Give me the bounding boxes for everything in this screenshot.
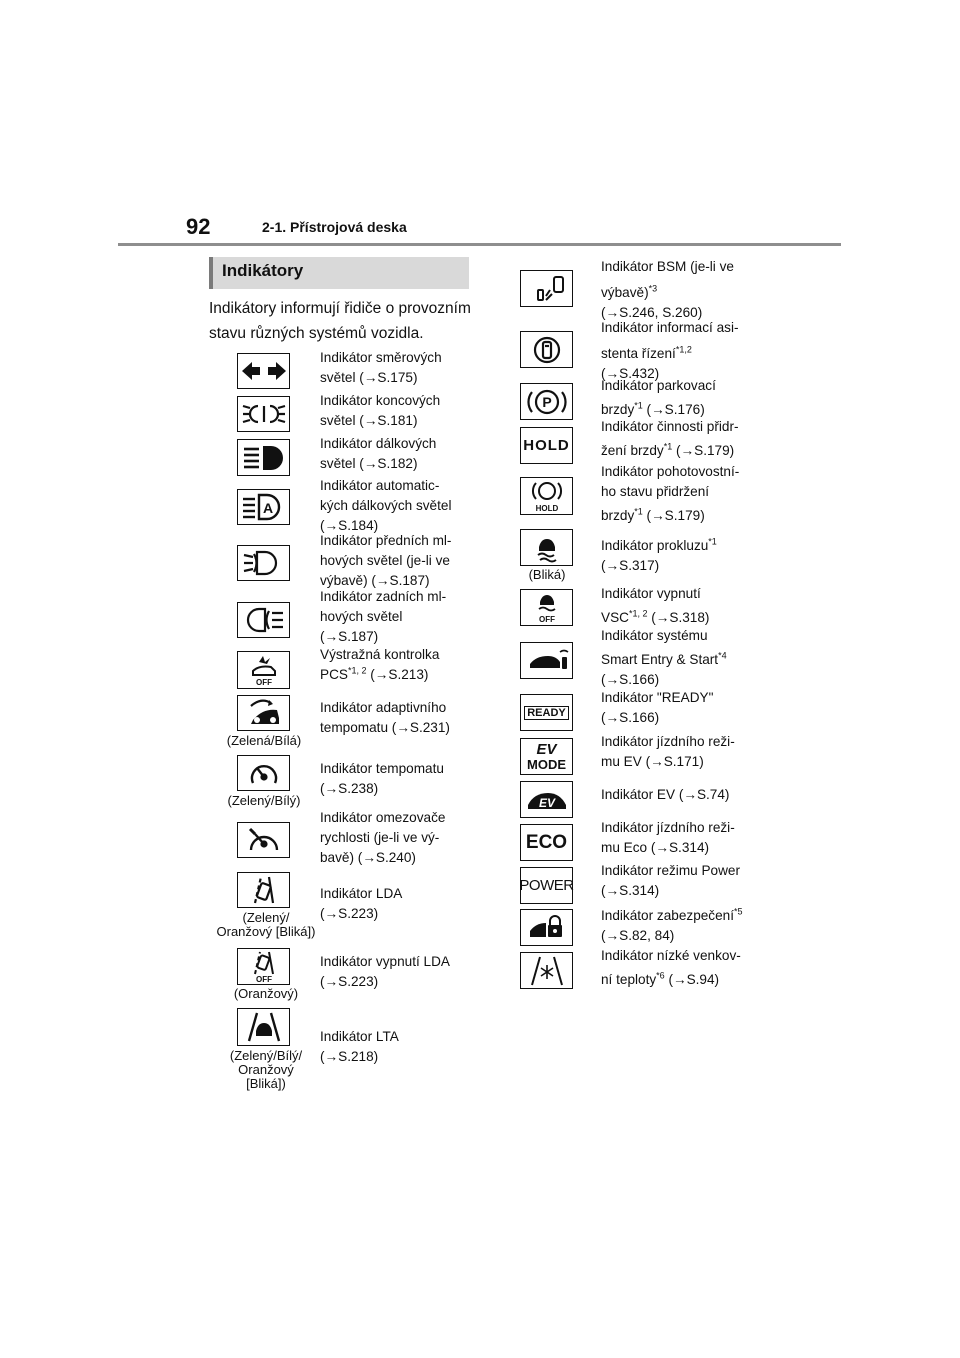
auto-high-beam-icon <box>237 489 290 525</box>
lta-description: Indikátor LTA (→S.218) <box>320 1029 399 1064</box>
ready-label: READY <box>524 706 569 720</box>
auto-high-beam-description: Indikátor automatic- kých dálkových světel (→S.184) <box>320 478 452 533</box>
parking-brake-icon <box>520 383 573 420</box>
front-fog-description: Indikátor předních ml- hových světel (je-li ve výbavě) (→S.187) <box>320 533 452 588</box>
section-title: Indikátory <box>222 261 304 280</box>
ev-mode-icon: EV MODE <box>520 738 573 775</box>
cruise-description: Indikátor tempomatu (→S.238) <box>320 761 444 796</box>
lta-caption: (Zelený/Bílý/ Oranžový [Bliká]) <box>229 1048 303 1091</box>
chapter-title: 2-1. Přístrojová deska <box>262 219 407 235</box>
ev-icon <box>520 781 573 818</box>
ready-description: Indikátor "READY" (→S.166) <box>601 690 714 725</box>
turn-arrows-icon <box>237 353 290 389</box>
steering-assist-description: Indikátor informací asi- stenta řízení$^{*1,2}$ (→S.432) <box>601 320 739 381</box>
security-icon <box>520 909 573 946</box>
bsm-icon <box>520 270 573 307</box>
ev-description: Indikátor EV (→S.74) <box>601 787 730 802</box>
page-number: 92 <box>186 214 211 239</box>
ev-mode-description: Indikátor jízdního reži- mu EV (→S.171) <box>601 734 735 769</box>
front-fog-icon <box>237 545 290 581</box>
vsc-off-description: Indikátor vypnutí VSC$^{*1, 2}$ (→S.318) <box>601 586 710 625</box>
svg-text:HOLD: HOLD <box>535 504 558 513</box>
section-intro: Indikátory informují řidiče o provozním stavu různých systémů vozidla. <box>209 300 471 342</box>
cruise-caption: (Zelený/Bílý) <box>227 793 301 808</box>
rear-fog-icon <box>237 602 290 638</box>
speed-limiter-icon <box>237 822 290 858</box>
power-description: Indikátor režimu Power (→S.314) <box>601 863 741 898</box>
eco-description: Indikátor jízdního reži- mu Eco (→S.314) <box>601 820 735 855</box>
lda-off-label: OFF <box>255 974 272 984</box>
hold-icon: HOLD <box>520 427 573 464</box>
acc-caption: (Zelená/Bílá) <box>226 733 302 748</box>
svg-text:P: P <box>541 393 552 410</box>
lda-off-icon <box>237 948 290 985</box>
eco-icon: ECO <box>520 824 573 861</box>
pcs-off-label: OFF <box>255 678 272 687</box>
svg-text:EV: EV <box>538 795 555 810</box>
acc-description: Indikátor adaptivního tempomatu (→S.231) <box>320 700 450 735</box>
lda-off-description: Indikátor vypnutí LDA (→S.223) <box>320 954 450 989</box>
lda-off-caption: (Oranžový) <box>233 986 299 1001</box>
acc-icon <box>237 695 290 731</box>
high-beam-icon <box>237 439 290 476</box>
lda-icon <box>237 872 290 908</box>
ready-icon <box>520 694 573 731</box>
low-temp-icon <box>520 952 573 989</box>
svg-text:A: A <box>262 500 273 516</box>
high-beam-description: Indikátor dálkových světel (→S.182) <box>320 436 437 471</box>
tail-lights-icon <box>237 396 290 432</box>
hold-description: Indikátor činnosti přidr- žení brzdy$^{*1}$ (→S.179) <box>601 419 739 458</box>
tail-lights-description: Indikátor koncových světel (→S.181) <box>320 393 441 428</box>
lda-caption: (Zelený/ Oranžový [Bliká]) <box>216 910 316 939</box>
pcs-description: Výstražná kontrolka PCS$^{*1, 2}$ (→S.213) <box>320 647 440 682</box>
steering-assist-icon <box>520 331 573 368</box>
speed-limiter-description: Indikátor omezovače rychlosti (je-li ve vý- bavě) (→S.240) <box>320 810 446 865</box>
brake-hold-standby-icon <box>520 477 573 515</box>
header-divider <box>118 243 841 246</box>
smart-entry-description: Indikátor systému Smart Entry & Start$^{*4}$ (→S.166) <box>601 628 727 687</box>
turn-signal-description: Indikátor směrových světel (→S.175) <box>320 350 442 385</box>
pcs-off-icon <box>237 651 290 689</box>
vsc-off-icon <box>520 589 573 626</box>
slip-caption: (Bliká) <box>528 567 566 582</box>
smart-entry-icon <box>520 642 573 679</box>
security-description: Indikátor zabezpečení$^{*5}$ (→S.82, 84) <box>601 906 743 943</box>
low-temp-description: Indikátor nízké venkov- ní teploty$^{*6}$ (→S.94) <box>601 948 741 987</box>
brake-hold-standby-description: Indikátor pohotovostní- ho stavu přidržení brzdy$^{*1}$ (→S.179) <box>601 464 740 523</box>
rear-fog-description: Indikátor zadních ml- hových světel (→S.187) <box>320 589 447 644</box>
cruise-icon <box>237 755 290 791</box>
slip-icon <box>520 529 573 566</box>
parking-brake-description: Indikátor parkovací brzdy$^{*1}$ (→S.176) <box>601 378 716 417</box>
power-icon: POWER <box>520 867 573 904</box>
slip-description: Indikátor prokluzu$^{*1}$ (→S.317) <box>601 536 717 573</box>
bsm-description: Indikátor BSM (je-li ve výbavě)$^{*3}$ (→S.246, S.260) <box>601 259 734 320</box>
lta-icon <box>237 1008 290 1046</box>
lda-description: Indikátor LDA (→S.223) <box>320 886 403 921</box>
svg-text:OFF: OFF <box>538 614 555 624</box>
